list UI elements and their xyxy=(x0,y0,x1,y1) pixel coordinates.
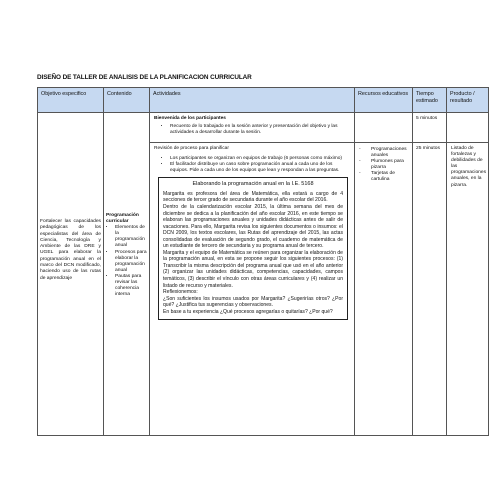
process-time: 25 minutos xyxy=(416,146,440,151)
case-title: Elaborando la programación anual en la I.E. 5168 xyxy=(192,181,314,188)
objective-cell xyxy=(38,113,104,436)
document-title: DISEÑO DE TALLER DE ANALISIS DE LA PLANIFICACION CURRICULAR xyxy=(37,74,252,81)
case-paragraph: Margarita y el equipo de Matemática se reúnen para organizar la elaboración de la programación anual, en esta se propone seguir los siguientes procesos: (1) Transcribir la misma descripción del programa anual que usó en el año anterior (2) organizar las unidades didácticas, competencias, capacidades, campos temáticos, (3) describir el vínculo con otras áreas curriculares y (4) realizar un listado de recurso y materiales. xyxy=(163,249,343,289)
process-list xyxy=(154,156,350,174)
case-reflection-heading: Reflexionemos: xyxy=(163,289,198,296)
content-heading: Programación curricular xyxy=(106,213,139,225)
case-paragraph: Margarita es profesora del área de Matemática, ella estará a cargo de 4 secciones de tercer grado de secundaria durante el año escolar del 2016. xyxy=(163,190,343,204)
table-header-row xyxy=(38,88,489,113)
process-product: Listado de fortalezas y debilidades de las programaciones anuales, en la pizarra. xyxy=(451,146,487,188)
welcome-list xyxy=(154,124,350,136)
list-item: • Recuento de lo trabajado en la sesión anterior y presentación del objetivo y las actividades a desarrollar durante la sesión. xyxy=(170,124,350,136)
list-item: - Tarjetas de cartulina xyxy=(359,171,410,183)
list-item: • Los participantes se organizan en equipos de trabajo (6 personas como máximo) xyxy=(170,156,350,162)
resources-cell xyxy=(355,113,413,436)
welcome-activity xyxy=(150,113,354,143)
header-objective: Objetivo especifico xyxy=(38,88,104,113)
time-cell xyxy=(413,113,447,436)
header-time: Tiempo estimado xyxy=(413,88,447,113)
welcome-heading: Bienvenida de los participantes xyxy=(154,116,226,121)
planning-table xyxy=(37,87,489,436)
header-resources: Recursos educativos xyxy=(355,88,413,113)
list-item: • Pautas para revisar las coherencia interna xyxy=(115,274,147,298)
header-content: Contenido xyxy=(104,88,150,113)
case-question: En base a tu experiencia ¿Qué procesos agregarías o quitarías? ¿Por qué? xyxy=(163,308,333,315)
case-paragraph: Dentro de la calendarización escolar 2015, la última semana del mes de diciembre se dedica a la planificación del año escolar 2016, en este tiempo se elaboran las programaciones anuales y unidades didácticas antes de salir de vacaciones. Para ello, Margarita revisa los siguientes documentos o insumos: el DCN 2009, los textos escolares, las Rutas del aprendizaje del 2015, las actas consolidadas de evaluación de segundo grado, el cuaderno de matemática de un estudiante de tercero de secundaria y su programa anual de tercero. xyxy=(163,204,343,250)
list-item: • Procesos para elaborar la programación anual xyxy=(115,250,147,274)
process-heading: Revisión de proceso para planificar xyxy=(154,146,229,151)
content-block xyxy=(104,213,149,298)
list-item: • Elementos de la programación anual xyxy=(115,225,147,249)
objective-text: Fortalecer las capacidades pedagógicas de los especialistas del área de Ciencia, Tecnología y Ambiente de las DRE y UGEL para elaborar la programación anual en el marco del DCN modificado, haciendo uso de las rutas de aprendizaje xyxy=(40,219,101,281)
case-study-box xyxy=(158,177,348,320)
content-list xyxy=(106,225,147,298)
product-cell xyxy=(447,113,489,436)
list-item: - Plumones para pizarra xyxy=(359,159,410,171)
activities-cell xyxy=(150,113,355,436)
header-product: Producto / resultado xyxy=(447,88,489,113)
content-cell xyxy=(104,113,150,436)
header-activities: Actividades xyxy=(150,88,355,113)
case-question: ¿Son suficientes los insumos usados por Margarita? ¿Sugerirías otros? ¿Por qué? ¿Justifica tus sugerencias y observaciones. xyxy=(163,295,343,309)
welcome-time: 5 minutos xyxy=(413,113,446,143)
resources-list xyxy=(355,147,412,184)
list-item: - Programaciones anuales xyxy=(359,147,410,159)
list-item: • El facilitador distribuye un caso sobre programación anual a cada uno de los equipos. Pide a cada uno de los equipos que lean y respondan a las preguntas. xyxy=(170,162,350,174)
process-activity xyxy=(150,143,354,174)
table-row xyxy=(38,113,489,436)
